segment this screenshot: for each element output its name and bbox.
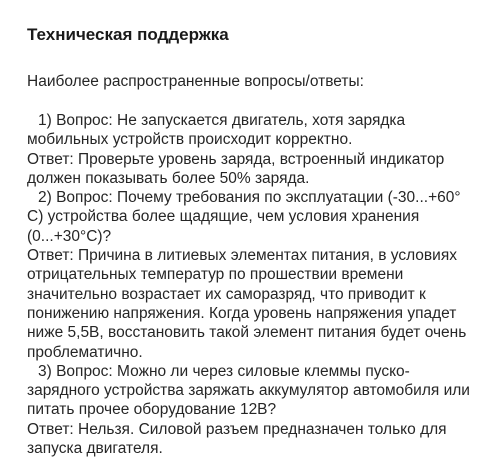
faq-question-3: 3) Вопрос: Можно ли через силовые клеммы пуско-зарядного устройства заряжать аккумулятор автомобиля или питать прочее оборудование 12В? (27, 362, 470, 419)
faq-list (27, 111, 477, 458)
faq-intro: Наиболее распространенные вопросы/ответы: (27, 73, 364, 90)
faq-answer-2: Ответ: Причина в литиевых элементах питания, в условиях отрицательных температур по прошествии времени значительно возрастает их саморазряд, что приводит к понижению напряжения. Когда уровень напряжения упадет ниже 5,5В, восстановить такой элемент питания будет очень проблематично. (27, 247, 467, 361)
page-title: Техническая поддержка (27, 25, 229, 44)
faq-question-1: 1) Вопрос: Не запускается двигатель, хотя зарядка мобильных устройств происходит корректно. (27, 112, 406, 149)
faq-question-2: 2) Вопрос: Почему требования по эксплуатации (-30...+60° С) устройства более щадящие, чем условия хранения (0...+30°С)? (27, 189, 461, 245)
faq-answer-3: Ответ: Нельзя. Силовой разъем предназначен только для запуска двигателя. (27, 420, 447, 458)
faq-answer-1: Ответ: Проверьте уровень заряда, встроенный индикатор должен показывать более 50% заряда. (27, 150, 445, 187)
